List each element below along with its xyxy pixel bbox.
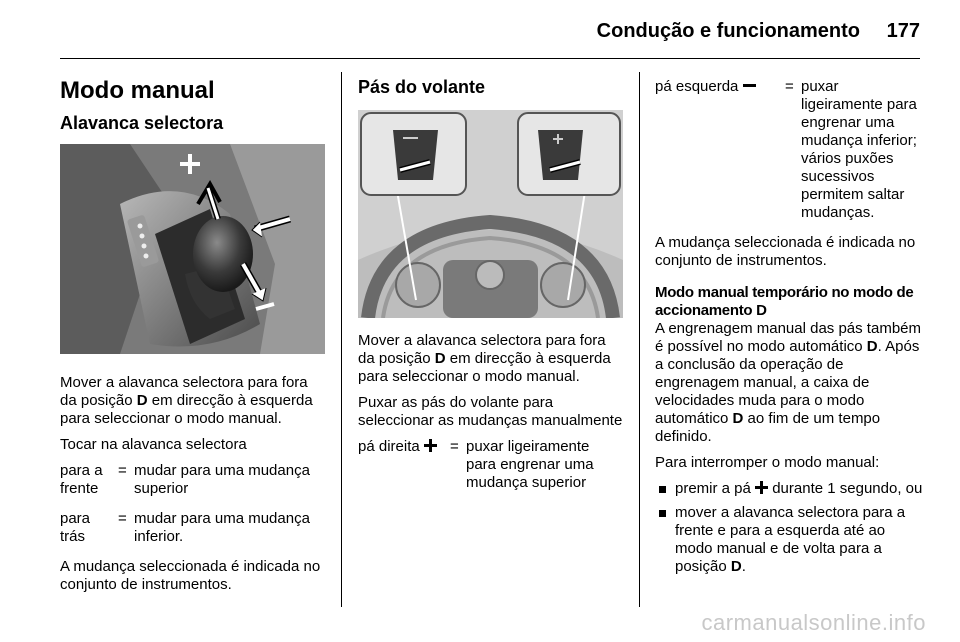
column-2 xyxy=(358,72,623,504)
column-3 xyxy=(655,72,923,582)
paragraph: Puxar as pás do volante para seleccionar as mudanças manualmente xyxy=(358,394,623,429)
definition-text: puxar ligeiramente para engrenar uma mudança inferior; vários puxões sucessivos permitem saltar mudanças. xyxy=(801,78,917,221)
definition-text: mudar para uma mudança superior xyxy=(134,462,310,497)
definition-term-text: pá direita xyxy=(358,438,420,455)
paragraph: Para interromper o modo manual: xyxy=(655,454,880,471)
column-divider-1 xyxy=(341,72,342,607)
watermark: carmanualsonline.info xyxy=(701,610,926,635)
plus-icon xyxy=(424,439,437,452)
list-item xyxy=(655,504,923,576)
definition-term xyxy=(358,438,444,492)
text: em direcção à esquerda para seleccionar o modo manual. xyxy=(60,392,313,427)
text: ao fim de um tempo definido. xyxy=(655,410,881,445)
column-divider-2 xyxy=(639,72,640,607)
subsection-heading: Pás do volante xyxy=(358,77,486,97)
paragraph: Tocar na alavanca selectora xyxy=(60,436,247,453)
paragraph xyxy=(358,332,623,386)
definition-equals: = xyxy=(450,438,459,455)
steering-wheel-image xyxy=(358,110,623,318)
running-header-title: Condução e funcionamento xyxy=(596,20,860,42)
gear-selector-illustration xyxy=(60,144,325,354)
definition-term: para a frente xyxy=(60,462,103,497)
definition-list xyxy=(60,462,325,498)
text: durante 1 segundo, ou xyxy=(768,480,923,497)
text: A engrenagem manual das pás também é possível no modo automático xyxy=(655,320,921,355)
page-number: 177 xyxy=(886,20,920,42)
text: Mover a alavanca selectora para fora da posição xyxy=(60,374,308,409)
definition-list xyxy=(358,438,623,492)
position-label: D xyxy=(732,410,744,427)
definition-text: mudar para uma mudança inferior. xyxy=(134,510,310,545)
position-label: D xyxy=(756,302,767,319)
text: . Após a conclusão da operação de engrenagem manual, a caixa de velocidades muda para o modo automático xyxy=(655,338,920,427)
definition-list xyxy=(655,78,923,222)
subsection-heading xyxy=(655,284,923,320)
position-label: D xyxy=(136,392,148,409)
definition-equals: = xyxy=(785,78,794,95)
text: . xyxy=(741,558,746,575)
position-label: D xyxy=(866,338,878,355)
position-label: D xyxy=(730,558,742,575)
definition-list xyxy=(60,510,325,546)
definition-equals: = xyxy=(118,510,127,527)
definition-term xyxy=(655,78,779,222)
definition-equals: = xyxy=(118,462,127,479)
text: em direcção à esquerda para seleccionar o modo manual. xyxy=(358,350,611,385)
bullet-list xyxy=(655,480,923,576)
paragraph: A mudança seleccionada é indicada no conjunto de instrumentos. xyxy=(655,234,916,269)
paragraph: A mudança seleccionada é indicada no conjunto de instrumentos. xyxy=(60,558,321,593)
subsection-heading: Alavanca selectora xyxy=(60,113,224,133)
text: Modo manual temporário no modo de accionamento xyxy=(655,284,914,319)
column-1 xyxy=(60,72,325,602)
position-label: D xyxy=(434,350,446,367)
section-heading: Modo manual xyxy=(60,77,215,104)
text: Mover a alavanca selectora para fora da posição xyxy=(358,332,606,367)
minus-icon xyxy=(743,79,756,92)
steering-paddles-illustration xyxy=(358,110,623,318)
gear-selector-image xyxy=(60,144,325,354)
text: premir a pá xyxy=(675,480,756,497)
paragraph xyxy=(655,320,923,446)
definition-text: puxar ligeiramente para engrenar uma mudança superior xyxy=(466,438,594,491)
header-rule xyxy=(60,58,920,59)
text: mover a alavanca selectora para a frente e para a esquerda até ao modo manual e de volta para a posição xyxy=(675,504,906,575)
paragraph xyxy=(60,374,325,428)
definition-term: para trás xyxy=(60,510,91,545)
plus-icon xyxy=(755,481,768,494)
definition-term-text: pá esquerda xyxy=(655,78,739,95)
list-item xyxy=(655,480,923,498)
